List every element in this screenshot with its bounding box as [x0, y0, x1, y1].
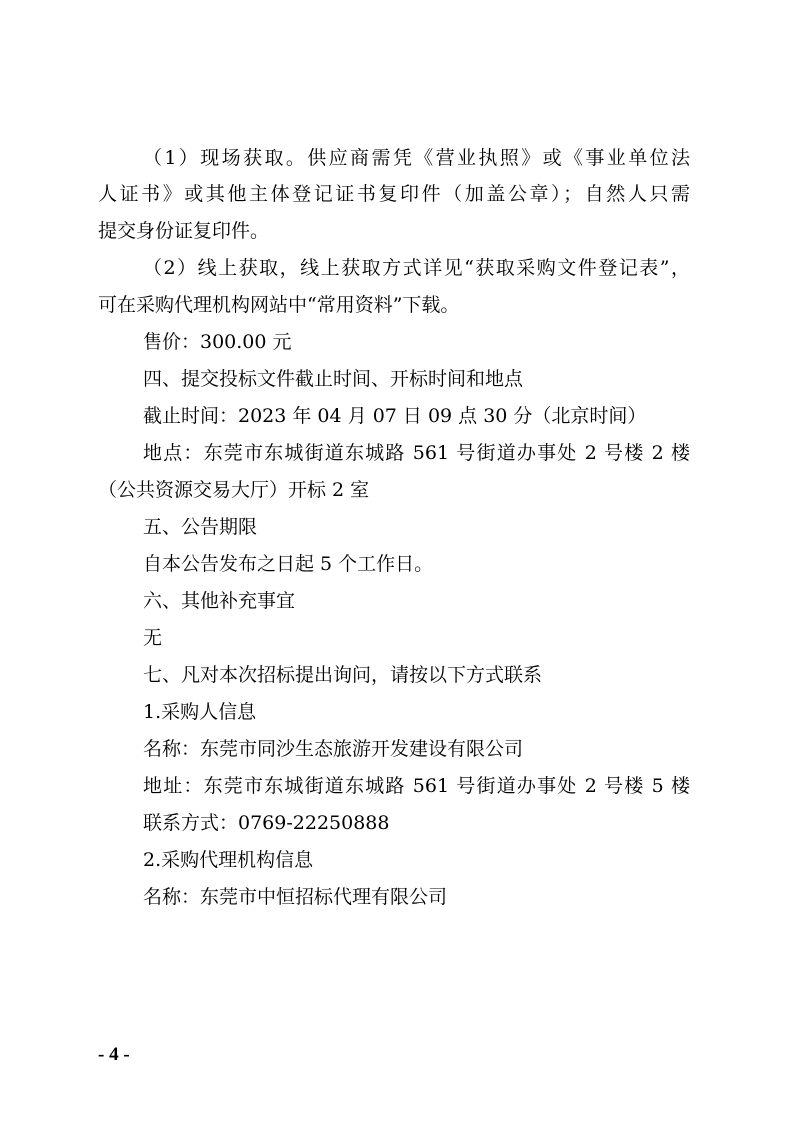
paragraph-line: （1）现场获取。供应商需凭《营业执照》或《事业单位法	[143, 147, 690, 169]
paragraph-line: 联系方式：0769-22250888	[143, 812, 390, 834]
paragraph-line: 名称：东莞市同沙生态旅游开发建设有限公司	[143, 738, 524, 760]
paragraph-line: 名称：东莞市中恒招标代理有限公司	[143, 886, 448, 908]
paragraph-line: 无	[143, 627, 163, 649]
paragraph-line: 可在采购代理机构网站中“常用资料”下载。	[98, 294, 460, 316]
paragraph-line: 售价：300.00 元	[143, 331, 292, 353]
paragraph-line: 自本公告发布之日起 5 个工作日。	[143, 553, 434, 575]
section-heading: 七、凡对本次招标提出询问，请按以下方式联系	[143, 664, 543, 686]
paragraph-line: 提交身份证复印件。	[98, 220, 270, 242]
paragraph-line: 人证书》或其他主体登记证书复印件（加盖公章）；自然人只需	[98, 183, 690, 205]
paragraph-line: 地址：东莞市东城街道东城路 561 号街道办事处 2 号楼 5 楼	[143, 775, 690, 797]
paragraph-line: 地点：东莞市东城街道东城路 561 号街道办事处 2 号楼 2 楼	[143, 442, 690, 464]
page-number: - 4 -	[98, 1044, 130, 1065]
paragraph-line: 截止时间：2023 年 04 月 07 日 09 点 30 分（北京时间）	[143, 405, 647, 427]
section-heading: 四、提交投标文件截止时间、开标时间和地点	[143, 368, 524, 390]
subheading: 2.采购代理机构信息	[143, 849, 314, 871]
subheading: 1.采购人信息	[143, 701, 257, 723]
paragraph-line: （公共资源交易大厅）开标 2 室	[98, 479, 370, 501]
section-heading: 六、其他补充事宜	[143, 590, 296, 612]
section-heading: 五、公告期限	[143, 516, 258, 538]
paragraph-line: （2）线上获取，线上获取方式详见“获取采购文件登记表”，	[143, 257, 690, 279]
